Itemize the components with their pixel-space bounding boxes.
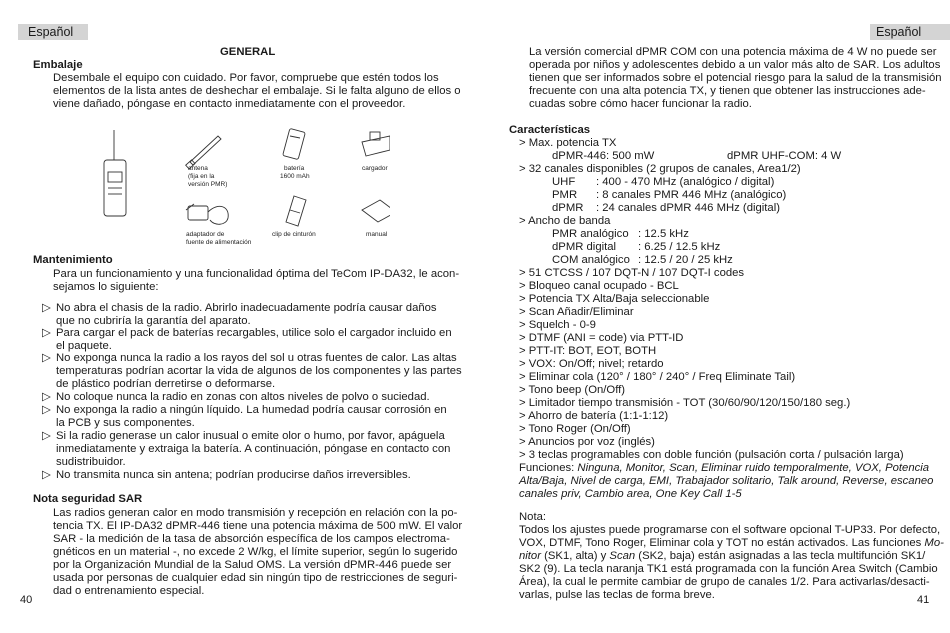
sar-line: por la Organización Mundial de la Salud OMS. La versión dPMR-446 puede ser [53, 559, 452, 571]
battery-icon [283, 128, 306, 159]
triangle-bullet-icon: ▷ [42, 391, 51, 403]
feature-line: > Scan Añadir/Eliminar [519, 306, 634, 318]
feature-line: > Ahorro de batería (1:1-1:12) [519, 410, 669, 422]
funciones-list: canales priv, Cambio area, One Key Call 1-5 [519, 488, 742, 500]
bullet-line: que no cubriría la garantía del aparato. [56, 315, 251, 327]
bullet-line: temperaturas podrían acortar la vida de algunos de los componentes y las partes [56, 365, 462, 377]
funciones-list: Ninguna, Monitor, Scan, Eliminar ruido temporalmente, VOX, Potencia [577, 462, 930, 474]
bateria-label: 1600 mAh [280, 173, 310, 180]
bandwidth-value: : 6.25 / 12.5 kHz [638, 241, 721, 253]
sar-line: gnéticos en un material -, no excede 2 W/kg, el límite superior, según lo sugerido [53, 546, 458, 558]
feature-line: > Eliminar cola (120° / 180° / 240° / Freq Eliminate Tail) [519, 371, 796, 383]
radio-icon [104, 130, 126, 216]
feature-line: > Squelch - 0-9 [519, 319, 596, 331]
antenna-icon [186, 136, 221, 169]
bandwidth-label: dPMR digital [552, 241, 617, 253]
nota-line: Todos los ajustes puede programarse con el software opcional T-UP33. Por defecto, [519, 524, 941, 536]
sar-continued-line: operada por niños y adolescentes debido a un valor más alto de SAR. Los adultos [529, 59, 941, 71]
mantenimiento-intro: Para un funcionamiento y una funcionalidad óptima del TeCom IP-DA32, le acon- [53, 268, 460, 280]
channel-value: : 400 - 470 MHz (analógico / digital) [596, 176, 775, 188]
manual-label: manual [366, 231, 388, 238]
bullet-line: de plástico podrían derretirse o deformarse. [56, 378, 276, 390]
bullet-line: sudistribuidor. [56, 456, 126, 468]
funciones-label: Funciones: [519, 462, 578, 474]
bullet-line: No abra el chasis de la radio. Abrirlo inadecuadamente podría causar daños [56, 302, 437, 314]
feature-line: > VOX: On/Off; nivel; retardo [519, 358, 664, 370]
adaptador-label: fuente de alimentación [186, 239, 252, 246]
spec-line: > 32 canales disponibles (2 grupos de canales, Area1/2) [519, 163, 801, 175]
section-heading: GENERAL [220, 46, 276, 58]
triangle-bullet-icon: ▷ [42, 469, 51, 481]
sar-line: SAR - la medición de la tasa de absorción específica de los campos electroma- [53, 533, 450, 545]
bullet-line: No transmita nunca sin antena; podrían producirse daños irreversibles. [56, 469, 411, 481]
sar-line: usada por personas de cualquier edad sin ningún tipo de restricciones de seguri- [53, 572, 458, 584]
bandwidth-label: PMR analógico [552, 228, 629, 240]
package-items-illustration [90, 122, 390, 247]
embalaje-line: Desembale el equipo con cuidado. Por favor, compruebe que estén todos los [53, 72, 439, 84]
channel-value: : 8 canales PMR 446 MHz (analógico) [596, 189, 787, 201]
page-number: 41 [917, 594, 930, 606]
feature-line: > DTMF (ANI = code) via PTT-ID [519, 332, 684, 344]
bullet-line: No exponga nunca la radio a los rayos del sol u otras fuentes de calor. Las altas [56, 352, 457, 364]
sar-continued-line: tienen que ser informados sobre el potencial riesgo para la salud de la transmisión [529, 72, 942, 84]
spec-line: > Ancho de banda [519, 215, 611, 227]
feature-line: > PTT-IT: BOT, EOT, BOTH [519, 345, 657, 357]
nota-text: (SK2, baja) están asignadas a las tecla multifunción SK1/ [635, 550, 926, 562]
nota-line: SK2 (9). La tecla naranja TK1 está programada con la función Area Switch (Cambio [519, 563, 938, 575]
spec-line: > Max. potencia TX [519, 137, 617, 149]
language-tab: Español [870, 24, 950, 40]
feature-line: > Tono beep (On/Off) [519, 384, 626, 396]
antena-label: versión PMR) [188, 181, 228, 188]
embalaje-line: elementos de la lista antes de deshechar el embalaje. Si le falta alguno de ellos o [53, 85, 461, 97]
bullet-line: Para cargar el pack de baterías recargables, utilice solo el cargador incluido en [56, 327, 452, 339]
channel-value: : 24 canales dPMR 446 MHz (digital) [596, 202, 780, 214]
feature-line: > Limitador tiempo transmisión - TOT (30/60/90/120/150/180 seg.) [519, 397, 851, 409]
sar-line: tencia TX. El IP-DA32 dPMR-446 tiene una potencia máxima de 500 mW. El valor [53, 520, 463, 532]
mantenimiento-intro: sejamos lo siguiente: [53, 281, 159, 293]
nota-monitor: nitor [519, 550, 541, 562]
embalaje-title: Embalaje [33, 59, 83, 71]
triangle-bullet-icon: ▷ [42, 302, 51, 314]
funciones-line [519, 462, 929, 475]
embalaje-line: viene dañado, póngase en contacto inmediatamente con el proveedor. [53, 98, 406, 110]
nota-text: VOX, DTMF, Tono Roger, Eliminar cola y TOT no están activados. Las funciones [519, 537, 925, 549]
nota-monitor: Mo- [924, 537, 944, 549]
bandwidth-value: : 12.5 / 20 / 25 kHz [638, 254, 733, 266]
adaptador-label: adaptador de [186, 231, 225, 238]
triangle-bullet-icon: ▷ [42, 327, 51, 339]
mantenimiento-title: Mantenimiento [33, 254, 113, 266]
sar-continued-line: La versión comercial dPMR COM con una potencia máxima de 4 W no puede ser [529, 46, 937, 58]
left-page [0, 0, 470, 633]
channel-label: dPMR [552, 202, 584, 214]
nota-line [519, 550, 925, 563]
spec-value: dPMR-446: 500 mW [552, 150, 655, 162]
bateria-label: batería [284, 165, 305, 172]
feature-line: > Anuncios por voz (inglés) [519, 436, 655, 448]
sar-continued-line: cuadas sobre cómo hacer funcionar la radio. [529, 98, 752, 110]
feature-line: > 51 CTCSS / 107 DQT-N / 107 DQT-I codes [519, 267, 745, 279]
bullet-line: Si la radio generase un calor inusual o emite olor o humo, por favor, apáguela [56, 430, 445, 442]
manual-icon [362, 200, 390, 222]
bullet-line: No exponga la radio a ningún líquido. La humedad podría causar corrosión en [56, 404, 447, 416]
bullet-line: inmediatamente y extraiga la batería. A continuación, póngase en contacto con [56, 443, 451, 455]
nota-scan: Scan [609, 550, 636, 562]
cargador-label: cargador [362, 165, 388, 172]
sar-continued-line: frecuente con una alta potencia TX, y tienen que obtener las instrucciones ade- [529, 85, 926, 97]
bullet-line: No coloque nunca la radio en zonas con altos niveles de polvo o suciedad. [56, 391, 430, 403]
nota-line [519, 537, 944, 550]
channel-label: UHF [552, 176, 576, 188]
sar-line: dad o entrenamiento especial. [53, 585, 205, 597]
antena-label: antena [188, 165, 208, 172]
sar-line: Las radios generan calor en modo transmisión y recepción en relación con la po- [53, 507, 458, 519]
clip-label: clip de cinturón [272, 231, 316, 238]
feature-line: > Tono Roger (On/Off) [519, 423, 631, 435]
feature-line: > Potencia TX Alta/Baja seleccionable [519, 293, 710, 305]
feature-line: > Bloqueo canal ocupado - BCL [519, 280, 679, 292]
language-tab: Español [18, 24, 88, 40]
bandwidth-label: COM analógico [552, 254, 630, 266]
funciones-list: Alta/Baja, Nivel de carga, EMI, Trabajador solitario, Talk around, Reverse, escaneo [519, 475, 934, 487]
page-number: 40 [20, 594, 33, 606]
bullet-line: el paquete. [56, 340, 112, 352]
nota-title: Nota: [519, 511, 547, 523]
nota-line: varlas, pulse las teclas de forma breve. [519, 589, 715, 601]
antena-label: (fija en la [188, 173, 215, 180]
sar-title: Nota seguridad SAR [33, 493, 143, 505]
triangle-bullet-icon: ▷ [42, 404, 51, 416]
feature-line: > 3 teclas programables con doble función (pulsación corta / pulsación larga) [519, 449, 904, 461]
triangle-bullet-icon: ▷ [42, 352, 51, 364]
nota-text: (SK1, alta) y [540, 550, 610, 562]
channel-label: PMR [552, 189, 578, 201]
charger-icon [362, 132, 390, 156]
triangle-bullet-icon: ▷ [42, 430, 51, 442]
caracteristicas-title: Características [509, 124, 591, 136]
adapter-icon [186, 204, 228, 224]
belt-clip-icon [286, 196, 306, 226]
nota-line: Área), la cual le permite cambiar de grupo de canales 1/2. Para activarlas/desacti- [519, 576, 930, 588]
bullet-line: la PCB y sus componentes. [56, 417, 195, 429]
right-page [480, 0, 950, 633]
bandwidth-value: : 12.5 kHz [638, 228, 689, 240]
spec-value: dPMR UHF-COM: 4 W [727, 150, 842, 162]
